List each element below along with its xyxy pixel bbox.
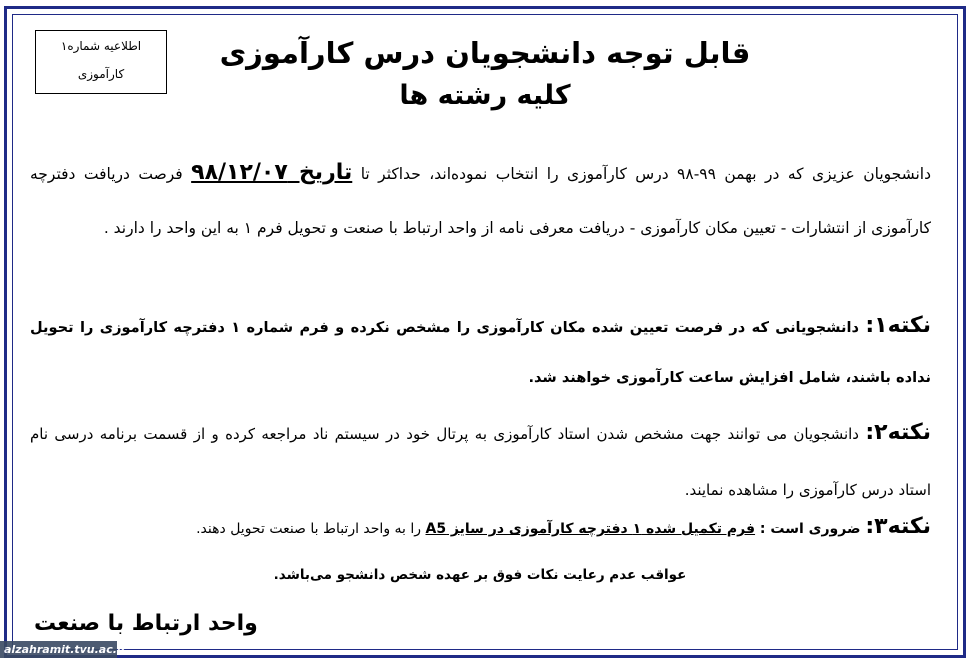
notice-number: اطلاعیه شماره۱ [60,39,142,53]
note-3-prefix: ضروری است : [755,521,866,537]
site-watermark: alzahramit.tvu.ac.ir [0,641,117,658]
note-2-text: دانشجویان می توانند جهت مشخص شدن استاد کارآموزی به پرتال خود در سیستم ناد مراجعه کرده و از قسمت برنامه درسی نام استاد درس کارآموزی را مشاهده نمایند. [30,425,931,499]
note-3-underlined: فرم تکمیل شده ۱ دفترچه کارآموزی در سایز A5 [425,521,756,537]
note-1-label: نکته۱: [865,313,931,338]
deadline-date: تاریخ ۹۸/۱۲/۰۷ [191,160,353,185]
page-title: قابل توجه دانشجویان درس کارآموزی [219,36,751,70]
page-subtitle: کلیه رشته ها [399,80,571,111]
intro-text-start: دانشجویان عزیزی که در بهمن ۹۹-۹۸ درس کارآموزی را انتخاب نموده‌اند، حداکثر تا [352,165,931,183]
note-2-label: نکته۲: [865,420,931,445]
intro-text-end: فرصت دریافت دفترچه کارآموزی از انتشارات - تعیین مکان کارآموزی - دریافت معرفی نامه از واحد ارتباط با صنعت و تحویل فرم ۱ به این واحد را دارند . [30,165,931,237]
note-1 [30,301,931,403]
note-3-suffix: را به واحد ارتباط با صنعت تحویل دهند. [196,521,426,537]
note-2 [30,405,931,518]
signature: واحد ارتباط با صنعت [34,611,258,636]
note-3 [180,514,931,539]
notice-topic: کارآموزی [77,67,125,81]
note-1-text: دانشجویانی که در فرصت تعیین شده مکان کارآموزی را مشخص نکرده و فرم شماره ۱ دفترچه کارآموزی را تحویل نداده باشند، شامل افزایش ساعت کارآموزی خواهند شد. [30,319,931,386]
notice-number-box [35,30,167,94]
note-3-label: نکته۳: [865,514,931,539]
intro-paragraph [30,146,931,255]
warning-text: عواقب عدم رعایت نکات فوق بر عهده شخص دانشجو می‌باشد. [273,567,687,583]
